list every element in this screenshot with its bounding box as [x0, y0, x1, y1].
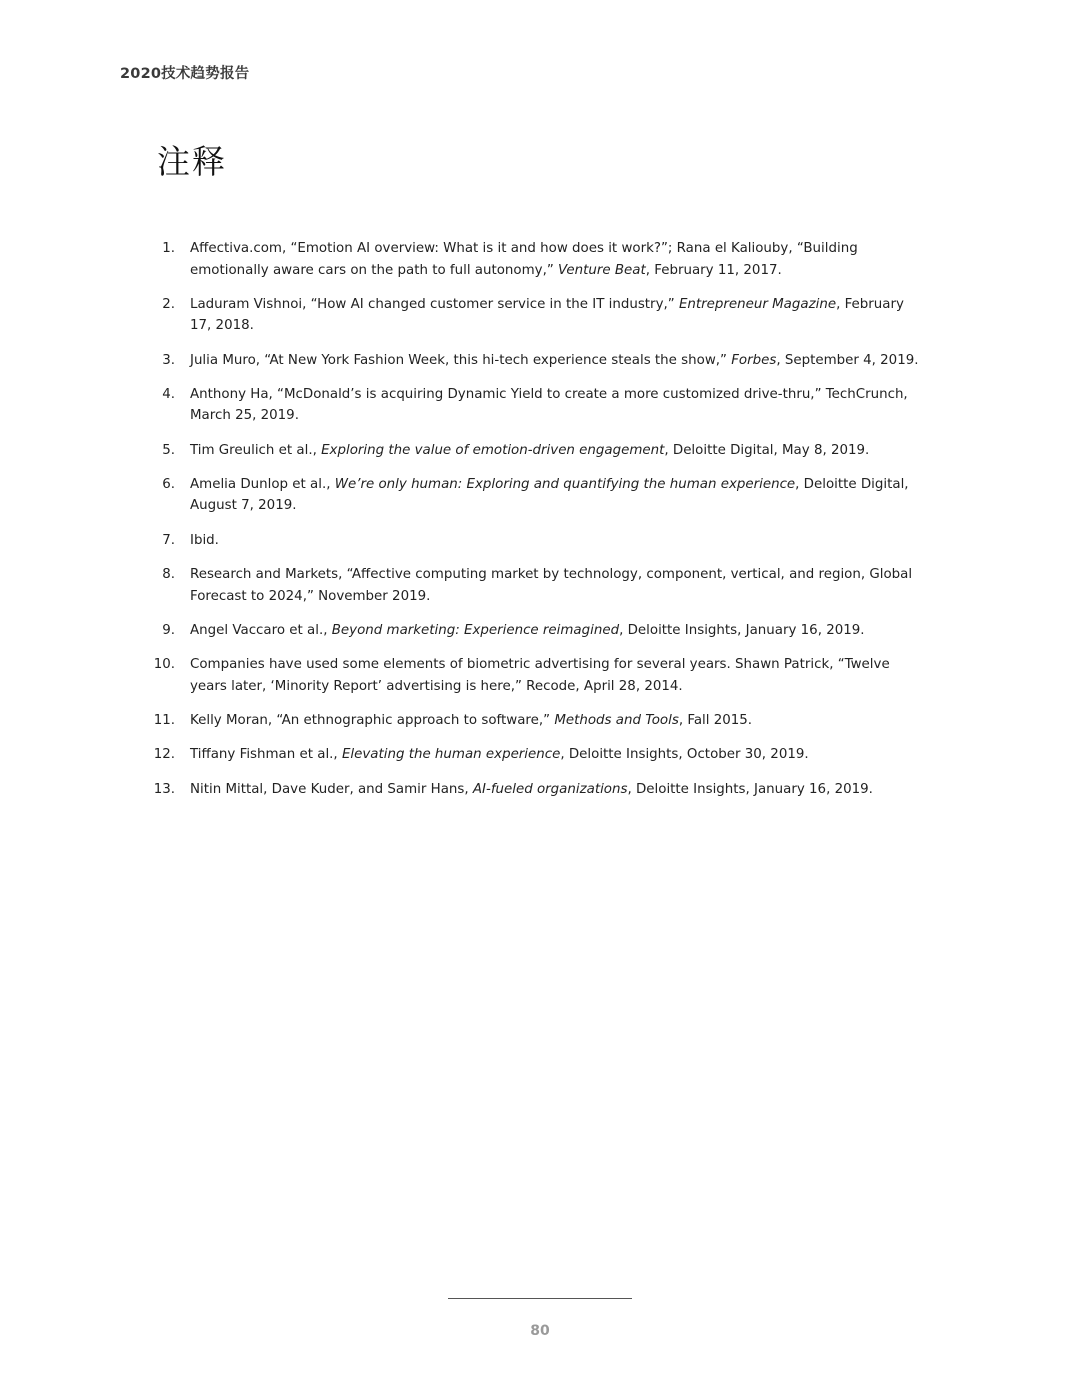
note-text-run: Ibid. — [190, 532, 219, 548]
note-text-run: Laduram Vishnoi, “How AI changed customer service in the IT industry,” — [190, 296, 679, 312]
note-text-run: Nitin Mittal, Dave Kuder, and Samir Hans, — [190, 781, 473, 797]
note-text-run: , February 11, 2017. — [645, 262, 782, 278]
note-item — [148, 294, 923, 337]
note-text-run: , Fall 2015. — [678, 712, 753, 728]
note-item — [148, 744, 923, 766]
note-citation-title: Exploring the value of emotion-driven engagement — [321, 442, 665, 458]
note-item — [148, 238, 923, 281]
note-item — [148, 710, 923, 732]
note-number: 8. — [162, 567, 175, 583]
note-number: 12. — [153, 747, 175, 763]
note-text-run: Kelly Moran, “An ethnographic approach to software,” — [190, 712, 555, 728]
note-number: 13. — [153, 781, 175, 797]
note-text-run: , Deloitte Insights, January 16, 2019. — [627, 781, 873, 797]
note-citation-title: Forbes — [731, 352, 777, 368]
note-text — [190, 294, 923, 337]
note-text-run: Research and Markets, “Affective computing market by technology, component, vertical, and region, Global Forecast to 2024,” November 2019. — [190, 567, 913, 604]
note-text-run: Affectiva.com, “Emotion AI overview: What is it and how does it work?”; Rana el Kaliouby, “Building emotionally aware cars on the path to full autonomy,” — [190, 241, 858, 278]
note-number: 4. — [162, 386, 175, 402]
note-item — [148, 350, 923, 372]
note-item — [148, 654, 923, 697]
note-text-run: Anthony Ha, “McDonald’s is acquiring Dynamic Yield to create a more customized drive-thru,” TechCrunch, March 25, 2019. — [190, 386, 908, 424]
note-citation-title: AI-fueled organizations — [472, 781, 628, 797]
note-text — [190, 440, 923, 462]
note-text-run: , February 17, 2018. — [190, 296, 904, 334]
note-text — [190, 654, 923, 697]
note-citation-title: Methods and Tools — [554, 712, 679, 728]
note-citation-title: Beyond marketing: Experience reimagined — [331, 622, 620, 638]
note-text — [190, 474, 923, 517]
running-header: 2020技术趋势报告 — [120, 66, 250, 82]
note-number: 11. — [153, 712, 175, 728]
note-text-run: Tim Greulich et al., — [190, 442, 322, 458]
note-number: 1. — [162, 241, 175, 256]
note-text — [190, 238, 923, 281]
note-text — [190, 620, 923, 642]
note-text-run: Julia Muro, “At New York Fashion Week, this hi-tech experience steals the show,” — [190, 352, 732, 368]
page-title: 注释 — [157, 142, 227, 181]
notes-list — [148, 238, 923, 813]
note-text-run: Tiffany Fishman et al., — [190, 747, 342, 763]
note-text — [190, 744, 923, 766]
note-text-run: , September 4, 2019. — [776, 352, 919, 368]
note-citation-title: Venture Beat — [558, 262, 646, 278]
footer-divider — [448, 1298, 632, 1299]
note-text-run: , Deloitte Digital, May 8, 2019. — [664, 442, 870, 458]
note-text — [190, 350, 923, 372]
note-text-run: , Deloitte Insights, January 16, 2019. — [619, 622, 865, 638]
note-item — [148, 779, 923, 801]
note-item — [148, 384, 923, 427]
note-number: 2. — [162, 296, 175, 312]
note-item — [148, 530, 923, 552]
note-text — [190, 384, 923, 427]
note-citation-title: Entrepreneur Magazine — [678, 296, 837, 312]
note-citation-title: Elevating the human experience — [341, 747, 561, 763]
note-text — [190, 564, 923, 607]
note-citation-title: We’re only human: Exploring and quantifying the human experience — [334, 476, 796, 492]
note-text-run: Companies have used some elements of biometric advertising for several years. Shawn Patrick, “Twelve years later, ‘Minority Report’ advertising is here,” Recode, April 28, 2014. — [190, 657, 890, 694]
note-text-run: , Deloitte Insights, October 30, 2019. — [560, 747, 809, 763]
note-text — [190, 779, 923, 801]
note-number: 3. — [162, 352, 175, 368]
note-item — [148, 474, 923, 517]
note-number: 7. — [162, 532, 175, 548]
note-item — [148, 620, 923, 642]
note-text — [190, 710, 923, 732]
note-item — [148, 440, 923, 462]
note-text-run: , Deloitte Digital, August 7, 2019. — [190, 476, 909, 514]
note-text — [190, 530, 923, 552]
note-number: 9. — [162, 622, 175, 638]
note-number: 6. — [162, 476, 175, 492]
note-number: 10. — [153, 657, 175, 673]
page-number: 80 — [530, 1323, 550, 1339]
note-text-run: Amelia Dunlop et al., — [190, 476, 335, 492]
note-item — [148, 564, 923, 607]
note-text-run: Angel Vaccaro et al., — [190, 622, 332, 638]
note-number: 5. — [162, 442, 175, 458]
